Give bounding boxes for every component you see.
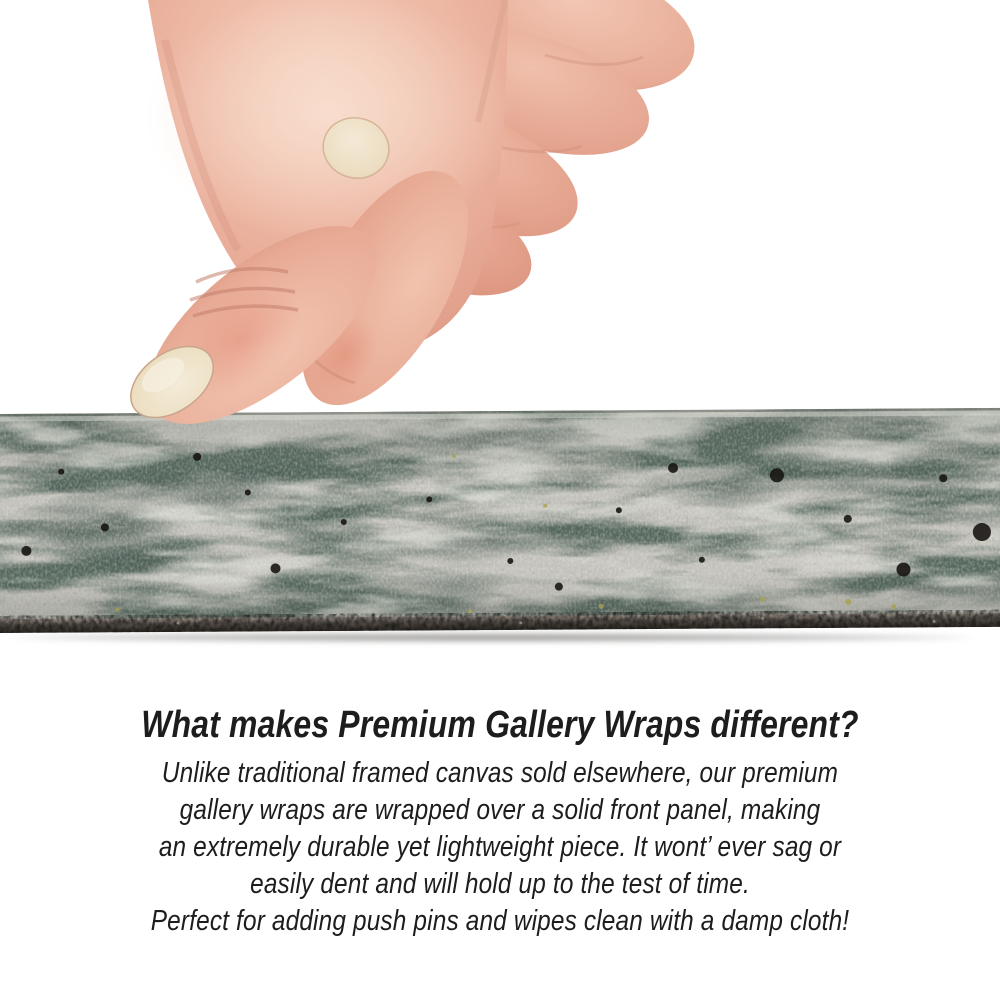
canvas-strip <box>0 408 1000 633</box>
strip-drop-shadow <box>12 633 972 642</box>
info-heading: What makes Premium Gallery Wraps different? <box>141 704 859 746</box>
info-body-line: an extremely durable yet lightweight piece. It wont’ ever sag or <box>158 831 842 863</box>
fist-with-thumb-pressing-down-icon <box>0 0 1000 432</box>
info-body-line: easily dent and will hold up to the test of time. <box>250 868 750 900</box>
info-body <box>80 755 920 940</box>
gallery-wrap-canvas-edge-icon <box>0 408 1000 633</box>
canvas-texture <box>0 408 1000 619</box>
info-body-line: Perfect for adding push pins and wipes clean with a damp cloth! <box>150 905 850 937</box>
info-body-line: Unlike traditional framed canvas sold elsewhere, our premium <box>161 757 839 789</box>
info-section <box>80 704 920 940</box>
info-body-line: gallery wraps are wrapped over a solid front panel, making <box>179 794 821 826</box>
